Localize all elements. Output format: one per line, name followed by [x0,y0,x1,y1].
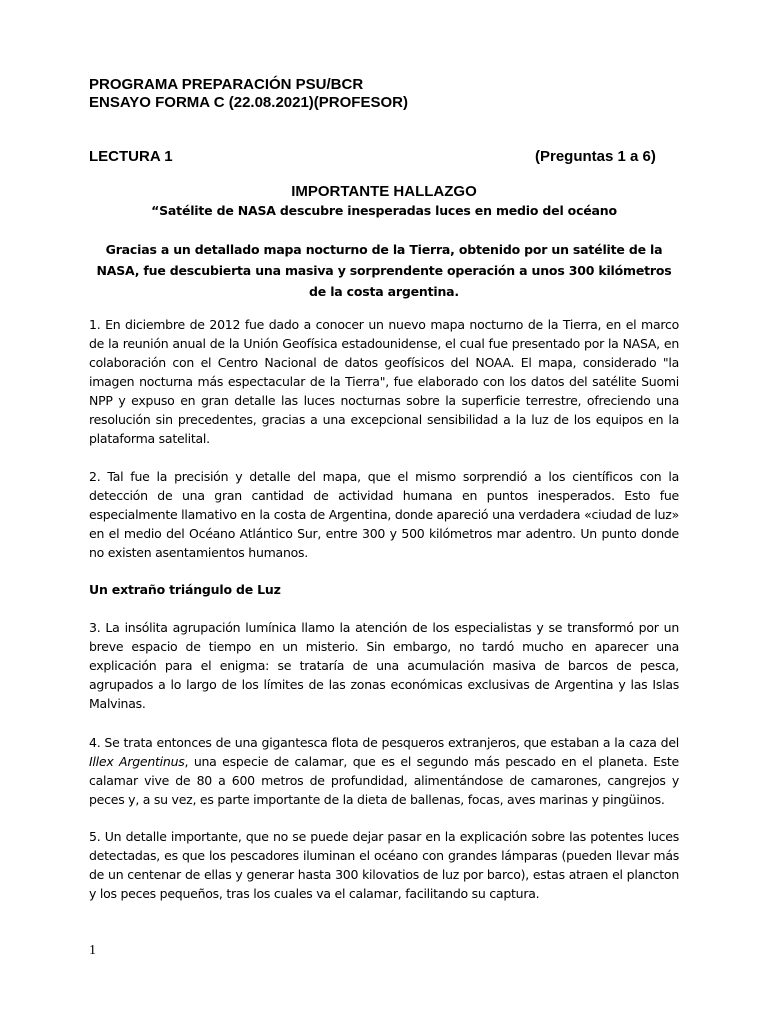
species-name: Illex Argentinus [89,754,185,769]
program-title: PROGRAMA PREPARACIÓN PSU/BCR [89,76,364,93]
article-title: IMPORTANTE HALLAZGO [291,183,477,200]
section-heading: Un extraño triángulo de Luz [89,582,281,597]
paragraph-4 [89,733,679,809]
paragraph-4-start: 4. Se trata entonces de una gigantesca flota de pesqueros extranjeros, que estaban a la caza del [89,735,679,750]
paragraph-5: 5. Un detalle importante, que no se puede dejar pasar en la explicación sobre las potentes luces detectadas, es que los pescadores iluminan el océano con grandes lámparas (pueden llevar más de un centenar de ellas y generar hasta 300 kilovatios de luz por barco), estas atraen el plancton y los peces pequeños, tras los cuales va el calamar, facilitando su captura. [89,829,679,901]
page-number: 1 [89,943,96,958]
document-header [89,76,408,112]
article-lead: Gracias a un detallado mapa nocturno de la Tierra, obtenido por un satélite de la NASA, fue descubierta una masiva y sorprendente operación a unos 300 kilómetros de la costa argentina. [96,242,672,299]
exam-form-title: ENSAYO FORMA C (22.08.2021)(PROFESOR) [89,94,408,111]
article-subtitle: “Satélite de NASA descubre inesperadas luces en medio del océano [151,203,617,218]
paragraph-2: 2. Tal fue la precisión y detalle del mapa, que el mismo sorprendió a los científicos con la detección de una gran cantidad de actividad humana en puntos inesperados. Esto fue especialmente llamativo en la costa de Argentina, donde apareció una verdadera «ciudad de luz» en el medio del Océano Atlántico Sur, entre 300 y 500 kilómetros mar adentro. Un punto donde no existen asentamientos humanos. [89,469,679,560]
questions-range: (Preguntas 1 a 6) [535,148,656,165]
reading-header [89,148,689,166]
paragraph-4-end: , una especie de calamar, que es el segundo más pescado en el planeta. Este calamar vive de 80 a 600 metros de profundidad, alimentándose de camarones, cangrejos y peces y, a su vez, es parte importante de la dieta de ballenas, focas, aves marinas y pingüinos. [89,754,679,807]
paragraph-1: 1. En diciembre de 2012 fue dado a conocer un nuevo mapa nocturno de la Tierra, en el marco de la reunión anual de la Unión Geofísica estadounidense, el cual fue presentado por la NASA, en colaboración con el Centro Nacional de datos geofísicos del NOAA. El mapa, considerado "la imagen nocturna más espectacular de la Tierra", fue elaborado con los datos del satélite Suomi NPP y expuso en gran detalle las luces nocturnas sobre la superficie terrestre, ofreciendo una resolución sin precedentes, gracias a una excepcional sensibilidad a la luz de los equipos en la plataforma satelital. [89,317,679,446]
paragraph-3: 3. La insólita agrupación lumínica llamo la atención de los especialistas y se transformó por un breve espacio de tiempo en un misterio. Sin embargo, no tardó mucho en aparecer una explicación para el enigma: se trataría de una acumulación masiva de barcos de pesca, agrupados a lo largo de los límites de las zonas económicas exclusivas de Argentina y las Islas Malvinas. [89,620,679,711]
reading-label: LECTURA 1 [89,148,173,165]
